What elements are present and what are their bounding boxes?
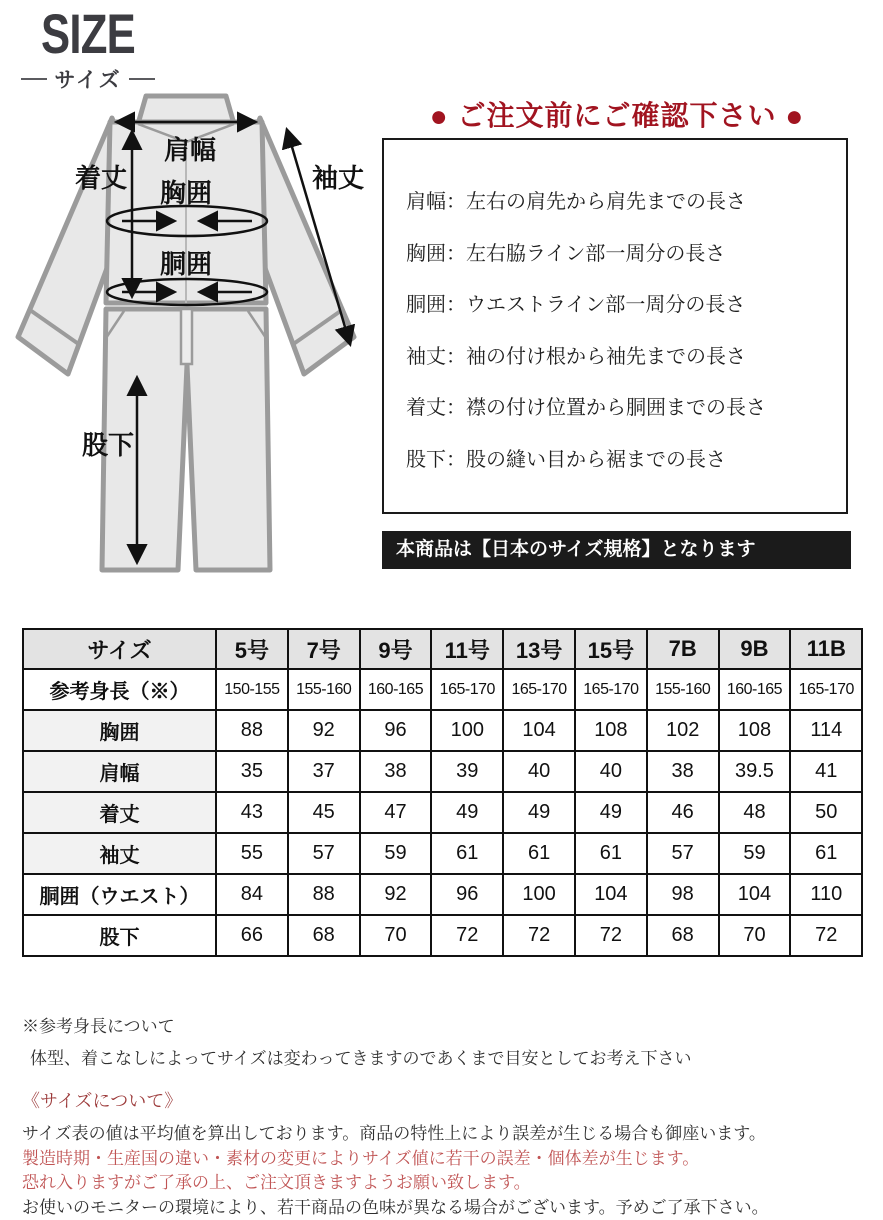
note-line: サイズ表の値は平均値を算出しております。商品の特性上により誤差が生じる場合も御座います。 xyxy=(22,1122,867,1147)
bullet-right-icon: ● xyxy=(785,100,804,133)
size-value: 66 xyxy=(216,915,288,956)
size-value: 41 xyxy=(790,751,862,792)
size-value: 102 xyxy=(647,710,719,751)
size-value: 165-170 xyxy=(503,669,575,710)
fly-placket xyxy=(181,309,192,364)
note-line: お使いのモニターの環境により、若干商品の色味が異なる場合がございます。予めご了承下さい。 xyxy=(22,1196,867,1220)
size-table-row xyxy=(23,751,862,792)
row-label: 股下 xyxy=(23,915,216,956)
notice-bar: 本商品は【日本のサイズ規格】となります xyxy=(382,531,851,569)
size-col-header: 11B xyxy=(790,629,862,669)
size-value: 88 xyxy=(216,710,288,751)
chest-label: 胸囲 xyxy=(160,178,212,208)
ref-height-title: ※参考身長について xyxy=(22,1012,867,1037)
shoulder-width-label: 肩幅 xyxy=(164,135,216,165)
size-logo xyxy=(12,6,164,94)
size-value: 72 xyxy=(575,915,647,956)
definition-line: 股下：股の縫い目から裾までの長さ xyxy=(406,435,836,487)
size-col-header: サイズ xyxy=(23,629,216,669)
size-value: 59 xyxy=(719,833,791,874)
inseam-label: 股下 xyxy=(82,430,134,460)
size-value: 100 xyxy=(431,710,503,751)
size-table xyxy=(22,628,863,957)
size-value: 96 xyxy=(360,710,432,751)
size-value: 104 xyxy=(719,874,791,915)
footnotes xyxy=(22,1012,867,1220)
size-value: 72 xyxy=(503,915,575,956)
size-value: 45 xyxy=(288,792,360,833)
size-value: 59 xyxy=(360,833,432,874)
size-table-row xyxy=(23,833,862,874)
size-value: 96 xyxy=(431,874,503,915)
size-value: 100 xyxy=(503,874,575,915)
size-value: 49 xyxy=(503,792,575,833)
definition-line: 胸囲：左右脇ライン部一周分の長さ xyxy=(406,229,836,281)
size-value: 68 xyxy=(647,915,719,956)
row-label: 肩幅 xyxy=(23,751,216,792)
size-value: 72 xyxy=(790,915,862,956)
size-value: 165-170 xyxy=(790,669,862,710)
size-table-row xyxy=(23,874,862,915)
row-label: 着丈 xyxy=(23,792,216,833)
confirm-heading xyxy=(382,94,852,134)
definition-list xyxy=(406,177,836,486)
size-value: 40 xyxy=(575,751,647,792)
size-value: 160-165 xyxy=(360,669,432,710)
waist-label: 胴囲 xyxy=(160,249,212,279)
sleeve-length-label: 袖丈 xyxy=(312,163,364,193)
size-value: 38 xyxy=(360,751,432,792)
definition-line: 胴囲：ウエストライン部一周分の長さ xyxy=(406,280,836,332)
size-value: 49 xyxy=(575,792,647,833)
size-logo-sub-text: サイズ xyxy=(54,64,121,94)
size-value: 70 xyxy=(360,915,432,956)
size-table-row xyxy=(23,792,862,833)
size-value: 43 xyxy=(216,792,288,833)
size-value: 104 xyxy=(575,874,647,915)
size-value: 61 xyxy=(503,833,575,874)
definition-box xyxy=(382,138,848,514)
size-col-header: 9号 xyxy=(360,629,432,669)
size-table-row xyxy=(23,710,862,751)
size-col-header: 7号 xyxy=(288,629,360,669)
row-label: 胸囲 xyxy=(23,710,216,751)
note-line: 製造時期・生産国の違い・素材の変更によりサイズ値に若干の誤差・個体差が生じます。 xyxy=(22,1147,867,1172)
size-value: 61 xyxy=(575,833,647,874)
size-value: 98 xyxy=(647,874,719,915)
size-value: 88 xyxy=(288,874,360,915)
size-value: 39 xyxy=(431,751,503,792)
size-value: 72 xyxy=(431,915,503,956)
row-label: 参考身長（※） xyxy=(23,669,216,710)
size-col-header: 11号 xyxy=(431,629,503,669)
row-label: 袖丈 xyxy=(23,833,216,874)
note-line: 恐れ入りますがご了承の上、ご注文頂きますようお願い致します。 xyxy=(22,1171,867,1196)
size-table-row xyxy=(23,669,862,710)
dash-left xyxy=(21,78,47,80)
size-value: 39.5 xyxy=(719,751,791,792)
size-value: 40 xyxy=(503,751,575,792)
size-value: 50 xyxy=(790,792,862,833)
size-value: 68 xyxy=(288,915,360,956)
body-length-label: 着丈 xyxy=(75,163,127,193)
size-value: 155-160 xyxy=(647,669,719,710)
size-table-wrap xyxy=(22,628,863,957)
size-value: 165-170 xyxy=(431,669,503,710)
definition-line: 袖丈：袖の付け根から袖先までの長さ xyxy=(406,332,836,384)
size-value: 160-165 xyxy=(719,669,791,710)
definition-line: 肩幅：左右の肩先から肩先までの長さ xyxy=(406,177,836,229)
size-value: 108 xyxy=(719,710,791,751)
size-col-header: 7B xyxy=(647,629,719,669)
size-value: 55 xyxy=(216,833,288,874)
row-label: 胴囲（ウエスト） xyxy=(23,874,216,915)
size-value: 61 xyxy=(790,833,862,874)
size-value: 47 xyxy=(360,792,432,833)
size-logo-main: SIZE xyxy=(29,6,148,62)
size-value: 110 xyxy=(790,874,862,915)
size-value: 57 xyxy=(288,833,360,874)
ref-height-body: 体型、着こなしによってサイズは変わってきますのであくまで目安としてお考え下さい xyxy=(30,1044,867,1069)
size-value: 150-155 xyxy=(216,669,288,710)
size-value: 61 xyxy=(431,833,503,874)
confirm-heading-text: ご注文前にご確認下さい xyxy=(457,100,776,131)
size-col-header: 15号 xyxy=(575,629,647,669)
size-value: 165-170 xyxy=(575,669,647,710)
size-value: 92 xyxy=(288,710,360,751)
size-value: 57 xyxy=(647,833,719,874)
definition-line: 着丈：襟の付け位置から胴囲までの長さ xyxy=(406,383,836,435)
size-value: 46 xyxy=(647,792,719,833)
size-value: 92 xyxy=(360,874,432,915)
size-value: 38 xyxy=(647,751,719,792)
size-value: 35 xyxy=(216,751,288,792)
size-value: 70 xyxy=(719,915,791,956)
size-value: 37 xyxy=(288,751,360,792)
size-value: 155-160 xyxy=(288,669,360,710)
about-size-title: 《サイズについて》 xyxy=(22,1087,867,1113)
garment-measurement-diagram xyxy=(0,82,390,627)
size-value: 48 xyxy=(719,792,791,833)
size-col-header: 9B xyxy=(719,629,791,669)
about-size-lines xyxy=(22,1122,867,1220)
size-table-header-row xyxy=(23,629,862,669)
size-table-row xyxy=(23,915,862,956)
size-col-header: 5号 xyxy=(216,629,288,669)
size-value: 84 xyxy=(216,874,288,915)
dash-right xyxy=(129,78,155,80)
size-col-header: 13号 xyxy=(503,629,575,669)
size-value: 49 xyxy=(431,792,503,833)
size-value: 108 xyxy=(575,710,647,751)
bullet-left-icon: ● xyxy=(430,100,449,133)
size-value: 114 xyxy=(790,710,862,751)
size-table-body xyxy=(23,669,862,956)
size-value: 104 xyxy=(503,710,575,751)
